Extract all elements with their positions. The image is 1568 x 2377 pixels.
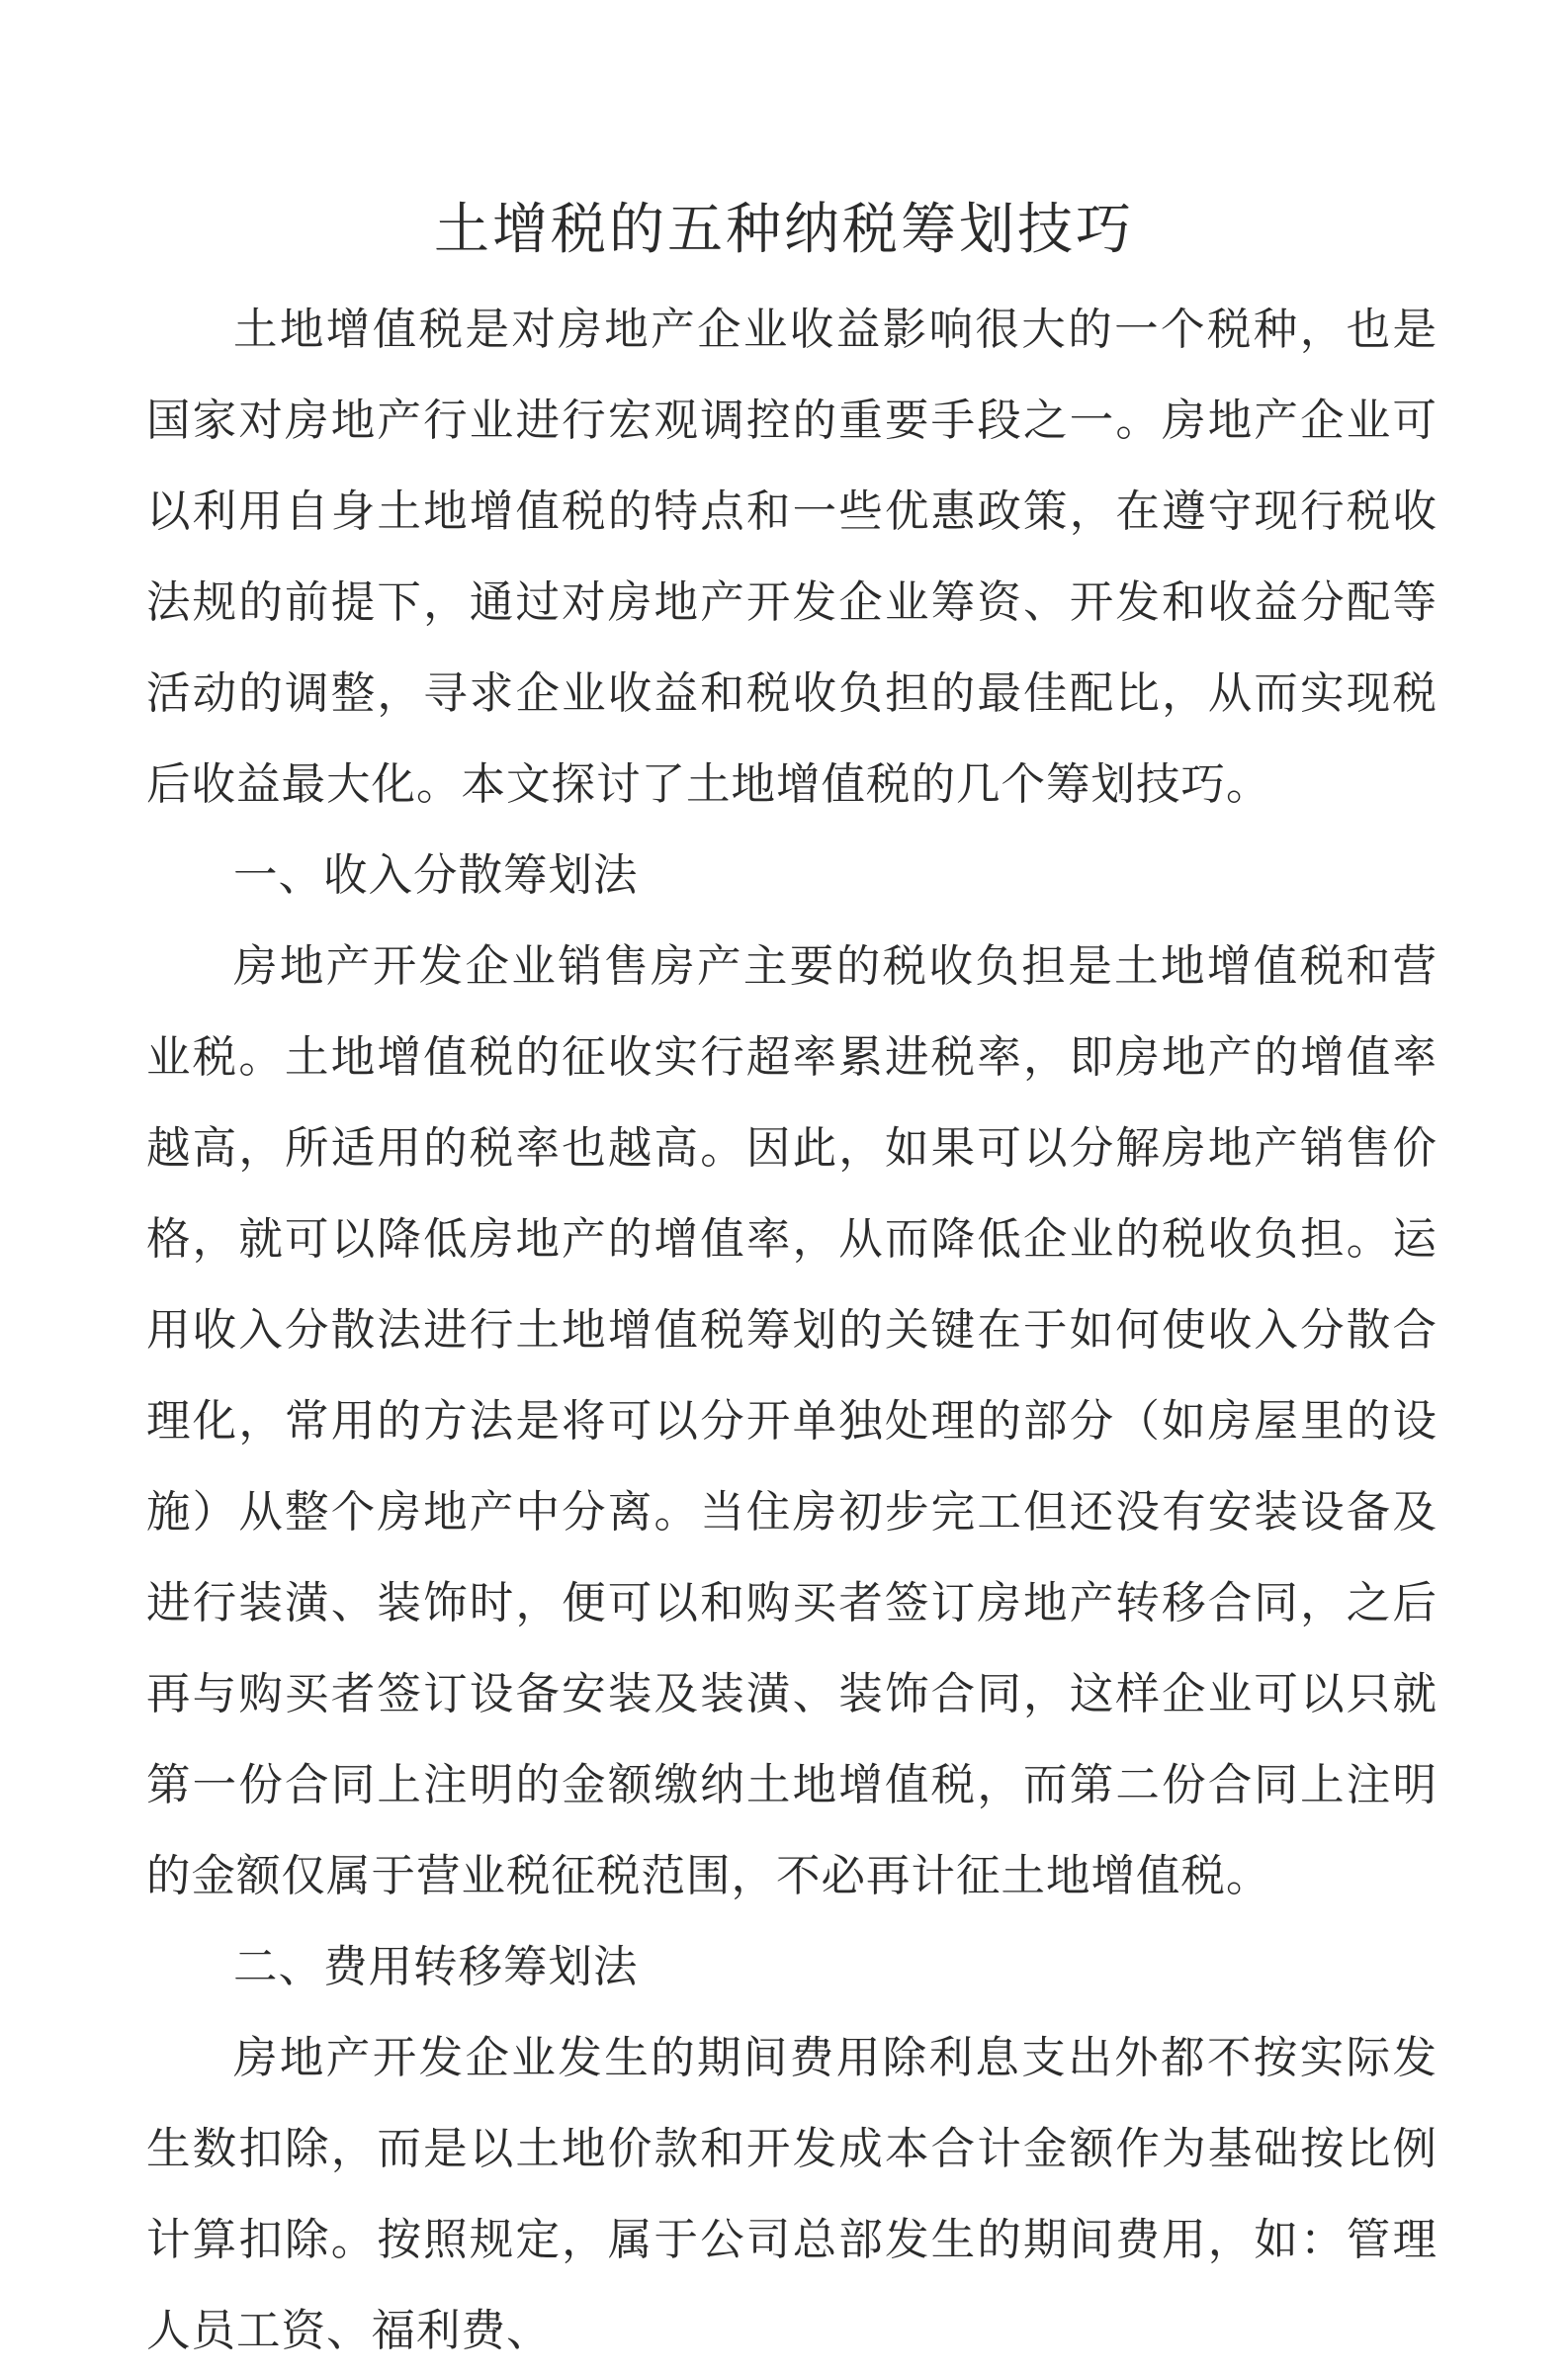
income-dispersion-paragraph: 房地产开发企业销售房产主要的税收负担是土地增值税和营业税。土地增值税的征收实行超率累进税率，即房地产的增值率越高，所适用的税率也越高。因此，如果可以分解房地产销售价格，就可以降低房地产的增值率，从而降低企业的税收负担。运用收入分散法进行土地增值税筹划的关键在于如何使收入分散合理化，常用的方法是将可以分开单独处理的部分（如房屋里的设施）从整个房地产中分离。当住房初步完工但还没有安装设备及进行装潢、装饰时，便可以和购买者签订房地产转移合同，之后再与购买者签订设备安装及装潢、装饰合同，这样企业可以只就第一份合同上注明的金额缴纳土地增值税，而第二份合同上注明的金额仅属于营业税征税范围，不必再计征土地增值税。 — [146, 941, 1437, 1901]
intro-paragraph: 土地增值税是对房地产企业收益影响很大的一个税种，也是国家对房地产行业进行宏观调控的重要手段之一。房地产企业可以利用自身土地增值税的特点和一些优惠政策，在遵守现行税收法规的前提下，通过对房地产开发企业筹资、开发和收益分配等活动的调整，寻求企业收益和税收负担的最佳配比，从而实现税后收益最大化。本文探讨了土地增值税的几个筹划技巧。 — [146, 305, 1437, 810]
section-heading-income-dispersion: 一、收入分散筹划法 — [233, 850, 639, 901]
section-heading-expense-transfer: 二、费用转移筹划法 — [233, 1942, 639, 1992]
document-title: 土增税的五种纳税筹划技巧 — [434, 198, 1134, 262]
expense-transfer-paragraph: 房地产开发企业发生的期间费用除利息支出外都不按实际发生数扣除，而是以土地价款和开发成本合计金额作为基础按比例计算扣除。按照规定，属于公司总部发生的期间费用，如：管理人员工资、福利费、 — [146, 2033, 1437, 2356]
document-body — [146, 285, 1437, 2377]
